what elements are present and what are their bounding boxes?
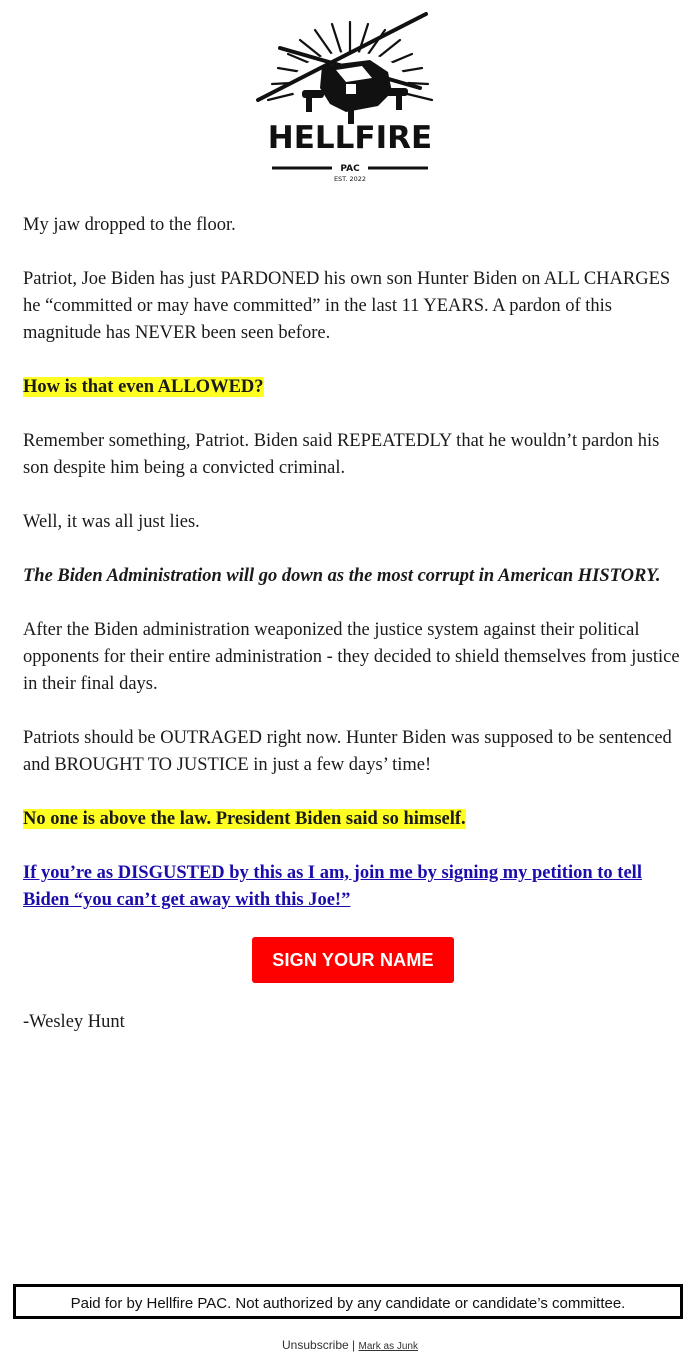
unsubscribe-bar [0,1338,700,1352]
hellfire-pac-logo [250,8,450,186]
highlight-question: How is that even ALLOWED? [23,377,264,397]
paragraph-1: My jaw dropped to the floor. [23,215,236,235]
bold-italic-statement: The Biden Administration will go down as the most corrupt in American HISTORY. [23,566,661,586]
logo-est: EST. 2022 [333,175,367,183]
signature: -Wesley Hunt [23,1012,125,1032]
paragraph-4: Remember something, Patriot. Biden said REPEATEDLY that he wouldn’t pardon his son despite him being a convicted criminal. [23,431,660,478]
petition-link[interactable]: If you’re as DISGUSTED by this as I am, join me by signing my petition to tell Biden “you can’t get away with this Joe!” [23,863,642,910]
unsubscribe-link[interactable]: Unsubscribe [282,1338,349,1352]
logo-title: HELLFIRE [267,120,433,156]
paragraph-8: Patriots should be OUTRAGED right now. Hunter Biden was supposed to be sentenced and BROUGHT TO JUSTICE in just a few days’ time! [23,728,672,775]
attack-helicopter-icon [250,8,450,186]
petition-link-paragraph [23,860,683,914]
highlight-question-paragraph [23,374,683,401]
highlight-law-statement: No one is above the law. President Biden said so himself. [23,809,466,829]
paragraph-2: Patriot, Joe Biden has just PARDONED his own son Hunter Biden on ALL CHARGES he “committed or may have committed” in the last 11 YEARS. A pardon of this magnitude has NEVER been seen before. [23,269,671,343]
paid-for-disclaimer: Paid for by Hellfire PAC. Not authorized by any candidate or candidate’s committee. [13,1284,683,1319]
footer-separator: | [352,1338,356,1352]
paragraph-5: Well, it was all just lies. [23,512,200,532]
email-body [23,212,683,1063]
highlight-law-paragraph [23,806,683,833]
sign-your-name-button[interactable]: SIGN YOUR NAME [252,937,454,983]
logo-subtitle: PAC [340,164,360,174]
mark-as-junk-link[interactable]: Mark as Junk [358,1341,418,1352]
paragraph-7: After the Biden administration weaponized the justice system against their political opponents for their entire administration - they decided to shield themselves from justice in their final days. [23,620,680,694]
cta-container [23,937,683,983]
